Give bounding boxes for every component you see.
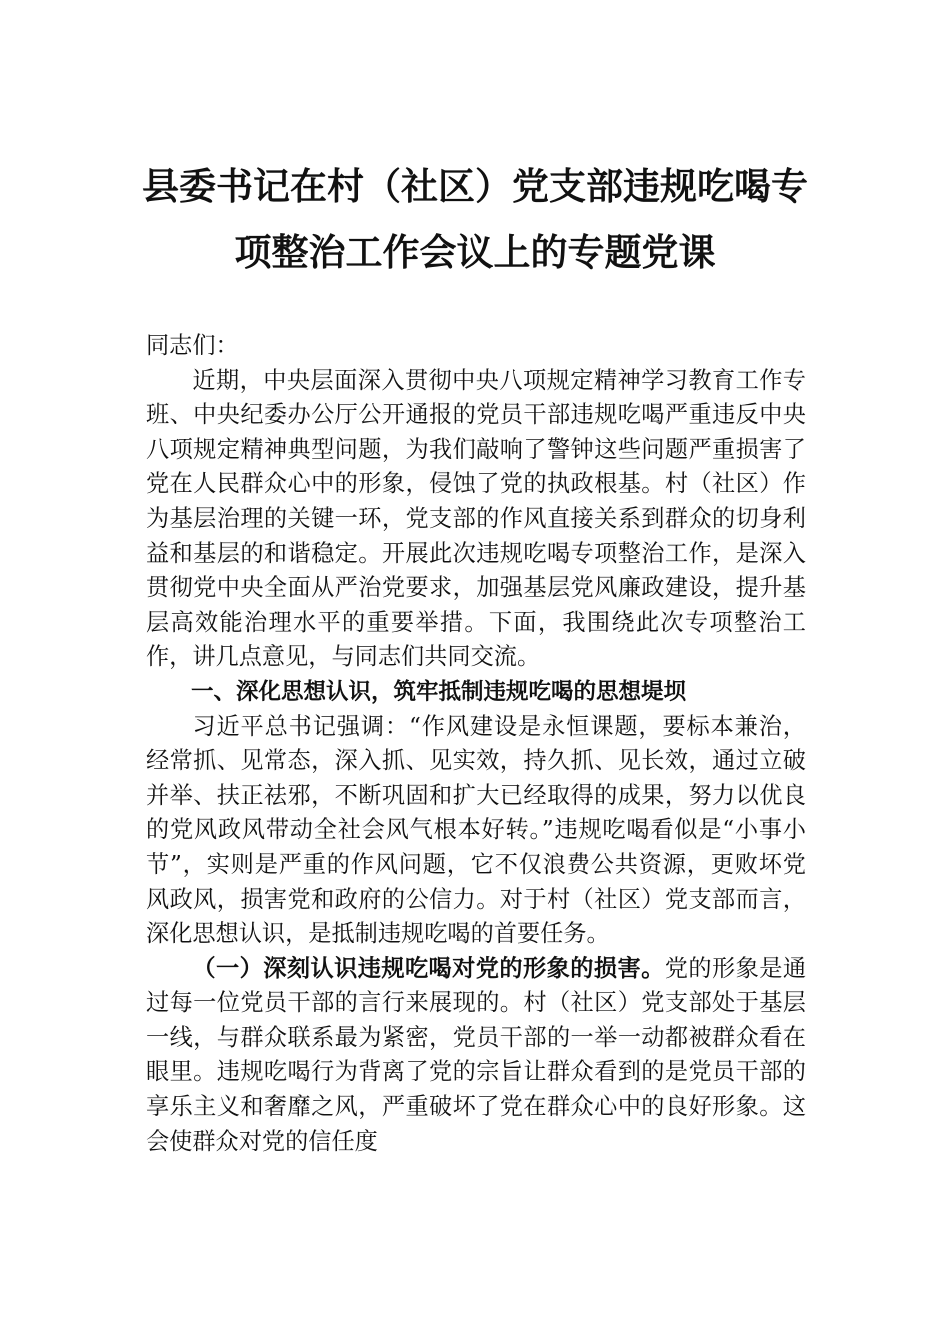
subsection-1-heading: （一）深刻认识违规吃喝对党的形象的损害。	[192, 954, 665, 982]
section-1-paragraph: 习近平总书记强调：“作风建设是永恒课题，要标本兼治，经常抓、见常态，深入抓、见实效，持久抓、见长效，通过立破并举、扶正祛邪，不断巩固和扩大已经取得的成果，努力以优良的党风政风带动全社会风气根本好转。”违规吃喝看似是“小事小节”，实则是严重的作风问题，它不仅浪费公共资源，更败坏党风政风，损害党和政府的公信力。对于村（社区）党支部而言，深化思想认识，是抵制违规吃喝的首要任务。	[146, 712, 806, 948]
document-body	[146, 329, 806, 1159]
subsection-1-text: 党的形象是通过每一位党员干部的言行来展现的。村（社区）党支部处于基层一线，与群众联系最为紧密，党员干部的一举一动都被群众看在眼里。违规吃喝行为背离了党的宗旨让群众看到的是党员干部的享乐主义和奢靡之风，严重破坏了党在群众心中的良好形象。这会使群众对党的信任度	[146, 954, 807, 1155]
subsection-1-paragraph	[146, 952, 806, 1160]
salutation: 同志们：	[146, 332, 239, 359]
section-1-heading: 一、深化思想认识，筑牢抵制违规吃喝的思想堤坝	[191, 678, 687, 705]
document-title-line-1: 县委书记在村（社区）党支部违规吃喝专	[142, 164, 808, 208]
intro-paragraph: 近期，中央层面深入贯彻中央八项规定精神学习教育工作专班、中央纪委办公厅公开通报的党员干部违规吃喝严重违反中央八项规定精神典型问题，为我们敲响了警钟这些问题严重损害了党在人民群众心中的形象，侵蚀了党的执政根基。村（社区）作为基层治理的关键一环，党支部的作风直接关系到群众的切身利益和基层的和谐稳定。开展此次违规吃喝专项整治工作，是深入贯彻党中央全面从严治党要求，加强基层党风廉政建设，提升基层高效能治理水平的重要举措。下面，我围绕此次专项整治工作，讲几点意见，与同志们共同交流。	[146, 366, 806, 671]
document-title-line-2: 项整治工作会议上的专题党课	[234, 230, 716, 274]
